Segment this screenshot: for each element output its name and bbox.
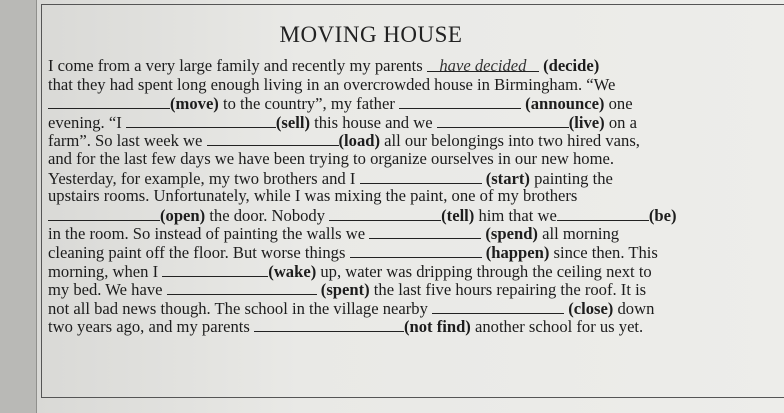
text-segment: two years ago, and my parents <box>48 317 254 337</box>
text-line <box>48 150 748 169</box>
text-segment: down <box>613 298 655 318</box>
verb-hint: (spend) <box>485 224 538 244</box>
text-line <box>48 317 748 336</box>
answer-blank-live[interactable] <box>437 113 569 128</box>
text-line <box>48 187 748 206</box>
text-line <box>48 224 748 243</box>
answer-blank-wake[interactable] <box>162 262 268 277</box>
verb-hint: (spent) <box>320 280 370 300</box>
page-title: MOVING HOUSE <box>279 22 463 47</box>
answer-blank-open[interactable] <box>48 206 160 221</box>
text-segment: up, water was dripping through the ceiling next to <box>316 261 652 281</box>
text-segment: one <box>604 94 633 114</box>
text-segment: him that we <box>474 205 557 225</box>
verb-hint: (happen) <box>485 242 550 262</box>
text-segment: Yesterday, for example, my two brothers and I <box>48 168 360 188</box>
text-segment: upstairs rooms. Unfortunately, while I was mixing the paint, one of my brothers <box>48 186 578 206</box>
exercise-text <box>48 57 748 336</box>
answer-blank-be[interactable] <box>557 206 649 221</box>
answer-blank-move[interactable] <box>48 94 170 109</box>
answer-blank-announce[interactable] <box>399 94 521 109</box>
verb-hint: (announce) <box>525 94 605 114</box>
answer-blank-happen[interactable] <box>350 243 482 258</box>
answer-blank-tell[interactable] <box>329 206 441 221</box>
text-line <box>48 131 748 150</box>
text-segment: all morning <box>537 224 620 244</box>
answer-blank-not-find[interactable] <box>254 317 404 332</box>
verb-hint: (open) <box>160 205 206 225</box>
text-segment: since then. This <box>549 242 658 262</box>
text-segment: and for the last few days we have been trying to organize ourselves in our new home. <box>48 148 615 168</box>
verb-hint: (be) <box>648 205 677 225</box>
text-line <box>48 262 748 281</box>
verb-hint: (decide) <box>543 56 600 75</box>
text-line <box>48 94 748 113</box>
verb-hint: (start) <box>485 168 530 188</box>
text-line <box>48 57 748 76</box>
text-segment: on a <box>604 112 637 132</box>
answer-blank-load[interactable] <box>207 131 339 146</box>
verb-hint: (wake) <box>268 261 317 281</box>
text-segment: another school for us yet. <box>470 317 644 337</box>
text-segment: morning, when I <box>48 261 163 281</box>
answer-blank-spend[interactable] <box>369 224 481 239</box>
text-segment: not all bad news though. The school in the village nearby <box>48 298 433 318</box>
worksheet-page <box>36 0 784 413</box>
verb-hint: (close) <box>568 298 614 318</box>
text-line <box>48 299 748 318</box>
text-segment: the door. Nobody <box>205 205 330 225</box>
answer-blank-spent[interactable] <box>167 280 317 295</box>
text-line <box>48 169 748 188</box>
answer-blank-close[interactable] <box>432 299 564 314</box>
verb-hint: (tell) <box>441 205 475 225</box>
text-segment: to the country”, my father <box>218 94 400 114</box>
text-segment: painting the <box>529 168 613 188</box>
text-line <box>48 113 748 132</box>
answer-blank-decide[interactable]: have decided <box>427 57 539 72</box>
answer-blank-start[interactable] <box>360 169 482 184</box>
text-line <box>48 76 748 95</box>
text-segment: my bed. We have <box>48 280 167 300</box>
text-segment: in the room. So instead of painting the walls we <box>48 224 370 244</box>
text-segment: all our belongings into two hired vans, <box>380 131 640 151</box>
verb-hint: (load) <box>338 131 380 151</box>
text-segment: this house and we <box>309 112 437 132</box>
answer-blank-sell[interactable] <box>126 113 276 128</box>
text-line <box>48 243 748 262</box>
text-segment: I come from a very large family and recently my parents <box>48 56 427 75</box>
text-segment: that they had spent long enough living in an overcrowded house in Birmingham. “We <box>48 74 616 94</box>
verb-hint: (live) <box>568 112 605 132</box>
verb-hint: (move) <box>170 94 219 114</box>
text-segment: evening. “I <box>48 112 126 132</box>
verb-hint: (not find) <box>403 317 471 337</box>
text-line <box>48 280 748 299</box>
text-line <box>48 206 748 225</box>
text-segment: farm”. So last week we <box>48 131 207 151</box>
text-segment: cleaning paint off the floor. But worse things <box>48 242 350 262</box>
text-segment: the last five hours repairing the roof. It is <box>369 280 647 300</box>
verb-hint: (sell) <box>275 112 310 132</box>
